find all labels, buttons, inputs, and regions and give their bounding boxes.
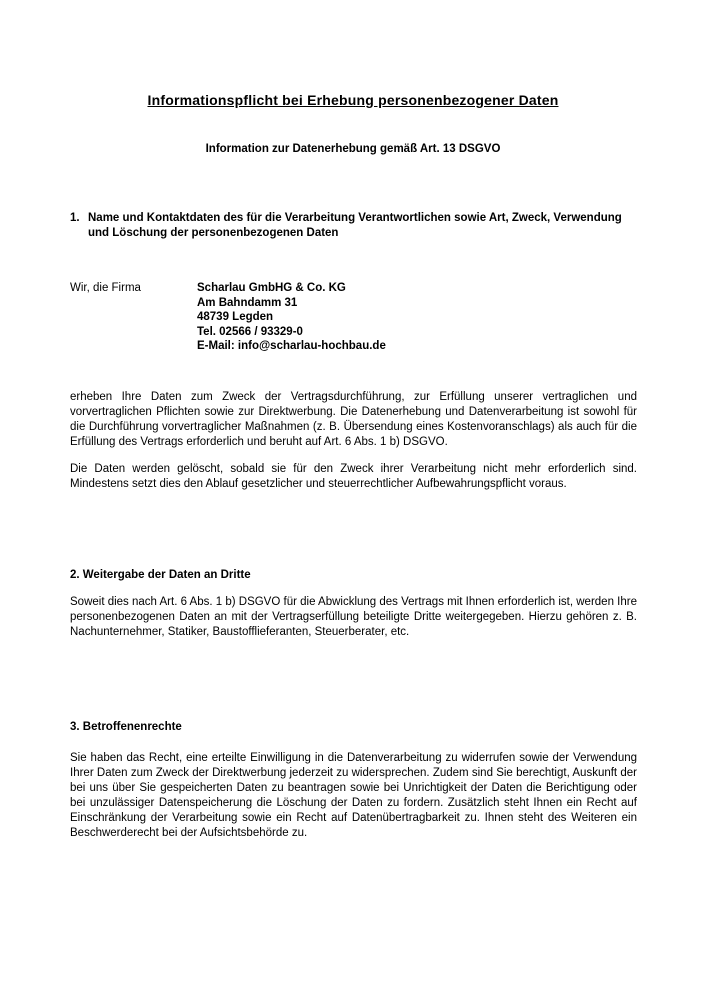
company-email: E-Mail: info@scharlau-hochbau.de xyxy=(197,340,386,352)
section-3-paragraph: Sie haben das Recht, eine erteilte Einwilligung in die Datenverarbeitung zu widerrufen sowie der Verwendung Ihrer Daten zum Zweck der Direktwerbung jederzeit zu widersprechen. Zudem sind Sie berechtigt, Auskunft der bei uns über Sie gespeicherten Daten zu beantragen sowie bei Unrichtigkeit der Daten die Berichtigung oder bei unzulässiger Datenspeicherung die Löschung der Daten zu fordern. Zusätzlich steht Ihnen ein Recht auf Einschränkung der Verarbeitung sowie ein Recht auf Datenübertragbarkeit zu. Ihnen steht des Weiteren ein Beschwerderecht bei der Aufsichtsbehörde zu. xyxy=(70,752,637,839)
section-1-heading xyxy=(70,211,637,241)
company-name: Scharlau GmbHG & Co. KG xyxy=(197,282,346,294)
section-2-heading: 2. Weitergabe der Daten an Dritte xyxy=(70,569,251,581)
company-street: Am Bahndamm 31 xyxy=(197,296,298,309)
document-title: Informationspflicht bei Erhebung personenbezogener Daten xyxy=(147,92,559,108)
company-details xyxy=(197,281,637,354)
section-1-heading-text: Name und Kontaktdaten des für die Verarbeitung Verantwortlichen sowie Art, Zweck, Verwendung und Löschung der personenbezogenen Daten xyxy=(88,212,622,239)
section-1-paragraph-1: erheben Ihre Daten zum Zweck der Vertragsdurchführung, zur Erfüllung unserer vertraglichen und vorvertraglichen Pflichten sowie zur Direktwerbung. Die Datenerhebung und Datenverarbeitung ist sowohl für die Durchführung vorvertraglicher Maßnahmen (z. B. Übersendung eines Kostenvoranschlags) als auch für die Erfüllung des Vertrags erforderlich und beruht auf Art. 6 Abs. 1 b) DSGVO. xyxy=(70,391,637,448)
document-subtitle: Information zur Datenerhebung gemäß Art. 13 DSGVO xyxy=(205,143,501,155)
company-phone: Tel. 02566 / 93329-0 xyxy=(197,325,303,338)
company-contact-block xyxy=(70,281,637,354)
contact-intro-label: Wir, die Firma xyxy=(70,282,141,294)
section-1-number: 1. xyxy=(70,212,80,224)
company-city: 48739 Legden xyxy=(197,311,274,323)
section-1-paragraph-2: Die Daten werden gelöscht, sobald sie für den Zweck ihrer Verarbeitung nicht mehr erforderlich sind. Mindestens setzt dies den Ablauf gesetzlicher und steuerrechtlicher Aufbewahrungspflicht voraus. xyxy=(70,463,637,490)
section-3-heading: 3. Betroffenenrechte xyxy=(70,721,182,733)
section-2-paragraph: Soweit dies nach Art. 6 Abs. 1 b) DSGVO für die Abwicklung des Vertrags mit Ihnen erforderlich ist, werden Ihre personenbezogenen Daten an mit der Vertragserfüllung beteiligte Dritte weitergegeben. Hierzu gehören z. B. Nachunternehmer, Statiker, Baustofflieferanten, Steuerberater, etc. xyxy=(70,596,637,638)
